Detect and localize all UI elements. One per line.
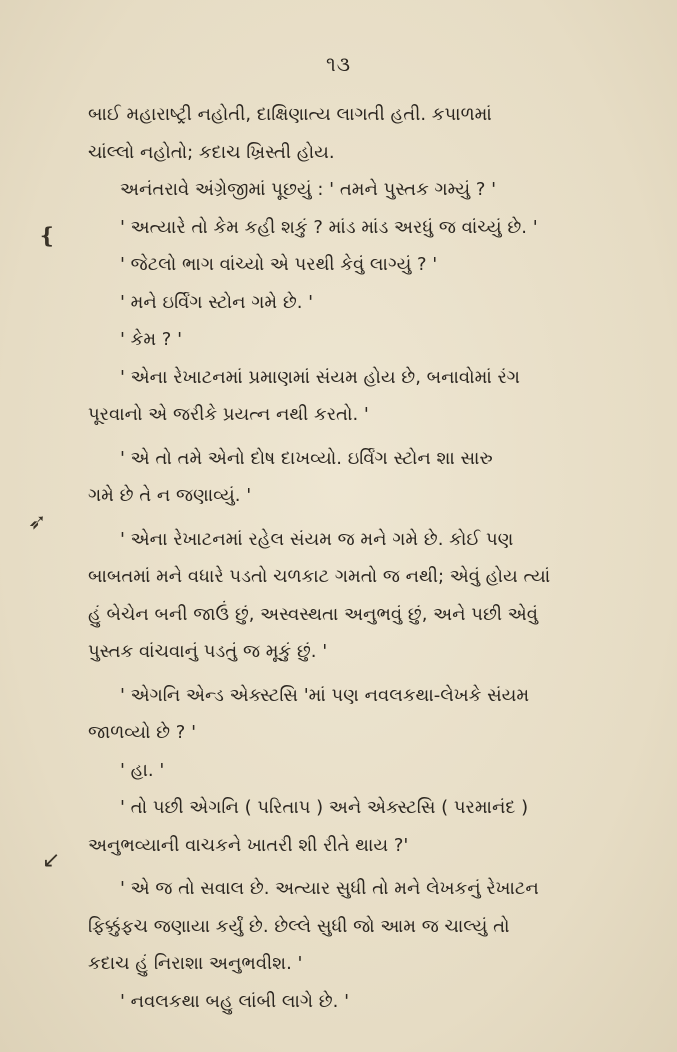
text-line: ચાંલ્લો નહોતો; કદાચ ખ્રિસ્તી હોય. bbox=[88, 141, 335, 163]
text-line: હું બેચેન બની જાઉં છું, અસ્વસ્થતા અનુભવું છું, અને પછી એવું bbox=[88, 603, 538, 625]
text-line: ' કેમ ? ' bbox=[120, 329, 183, 350]
text-line: ' એના રેખાટનમાં પ્રમાણમાં સંયમ હોય છે, બનાવોમાં રંગ bbox=[120, 366, 520, 388]
text-line: ' અત્યારે તો કેમ કહી શકું ? માંડ માંડ અરધું જ વાંચ્યું છે. ' bbox=[120, 216, 538, 238]
text-line: ' એ તો તમે એનો દોષ દાખવ્યો. ઇર્વિંગ સ્ટોન શા સારુ bbox=[120, 447, 493, 469]
margin-arrow-mark: ➶ bbox=[28, 510, 47, 535]
text-line: જાળવ્યો છે ? ' bbox=[88, 722, 197, 743]
text-line: ' એના રેખાટનમાં રહેલ સંયમ જ મને ગમે છે. કોઈ પણ bbox=[120, 528, 514, 550]
margin-brace-mark: ❴ bbox=[38, 224, 57, 249]
text-line: પૂરવાનો એ જરીકે પ્રયત્ન નથી કરતો. ' bbox=[88, 404, 369, 425]
text-line: ' નવલકથા બહુ લાંબી લાગે છે. ' bbox=[120, 990, 350, 1012]
text-line: અનંતરાવે અંગ્રેજીમાં પૂછયું : ' તમને પુસ્તક ગમ્યું ? ' bbox=[120, 179, 497, 200]
page-number: ૧૩ bbox=[325, 52, 352, 76]
text-line: બાઈ મહારાષ્ટ્રી નહોતી, દાક્ષિણાત્ય લાગતી હતી. કપાળમાં bbox=[88, 104, 492, 125]
text-line: પુસ્તક વાંચવાનું પડતું જ મૂકું છું. ' bbox=[88, 641, 328, 662]
text-line: ફિક્કુંફચ જણાયા કર્યું છે. છેલ્લે સુધી જો આમ જ ચાલ્યું તો bbox=[88, 915, 510, 937]
text-line: ' જેટલો ભાગ વાંચ્યો એ પરથી કેવું લાગ્યું ? ' bbox=[120, 254, 438, 275]
body-text bbox=[88, 96, 633, 1020]
text-line: અનુભવ્યાની વાચકને ખાતરી શી રીતે થાય ?' bbox=[88, 834, 409, 856]
text-line: ' એ જ તો સવાલ છે. અત્યાર સુધી તો મને લેખકનું રેખાટન bbox=[120, 878, 539, 899]
text-line: ગમે છે તે ન જણાવ્યું. ' bbox=[88, 485, 252, 506]
text-line: ' હા. ' bbox=[120, 759, 165, 781]
margin-arrow-mark-2: ↙ bbox=[42, 848, 61, 873]
text-line: ' તો પછી એગનિ ( પરિતાપ ) અને એક્સ્ટસિ ( પરમાનંદ ) bbox=[120, 797, 529, 818]
text-line: ' એગનિ એન્ડ એક્સ્ટસિ 'માં પણ નવલકથા-લેખકે સંયમ bbox=[120, 684, 530, 706]
text-line: કદાચ હું નિરાશા અનુભવીશ. ' bbox=[88, 953, 303, 974]
text-line: બાબતમાં મને વધારે પડતો ચળકાટ ગમતો જ નથી; એવું હોય ત્યાં bbox=[88, 566, 551, 587]
text-line: ' મને ઇર્વિંગ સ્ટોન ગમે છે. ' bbox=[120, 291, 314, 313]
